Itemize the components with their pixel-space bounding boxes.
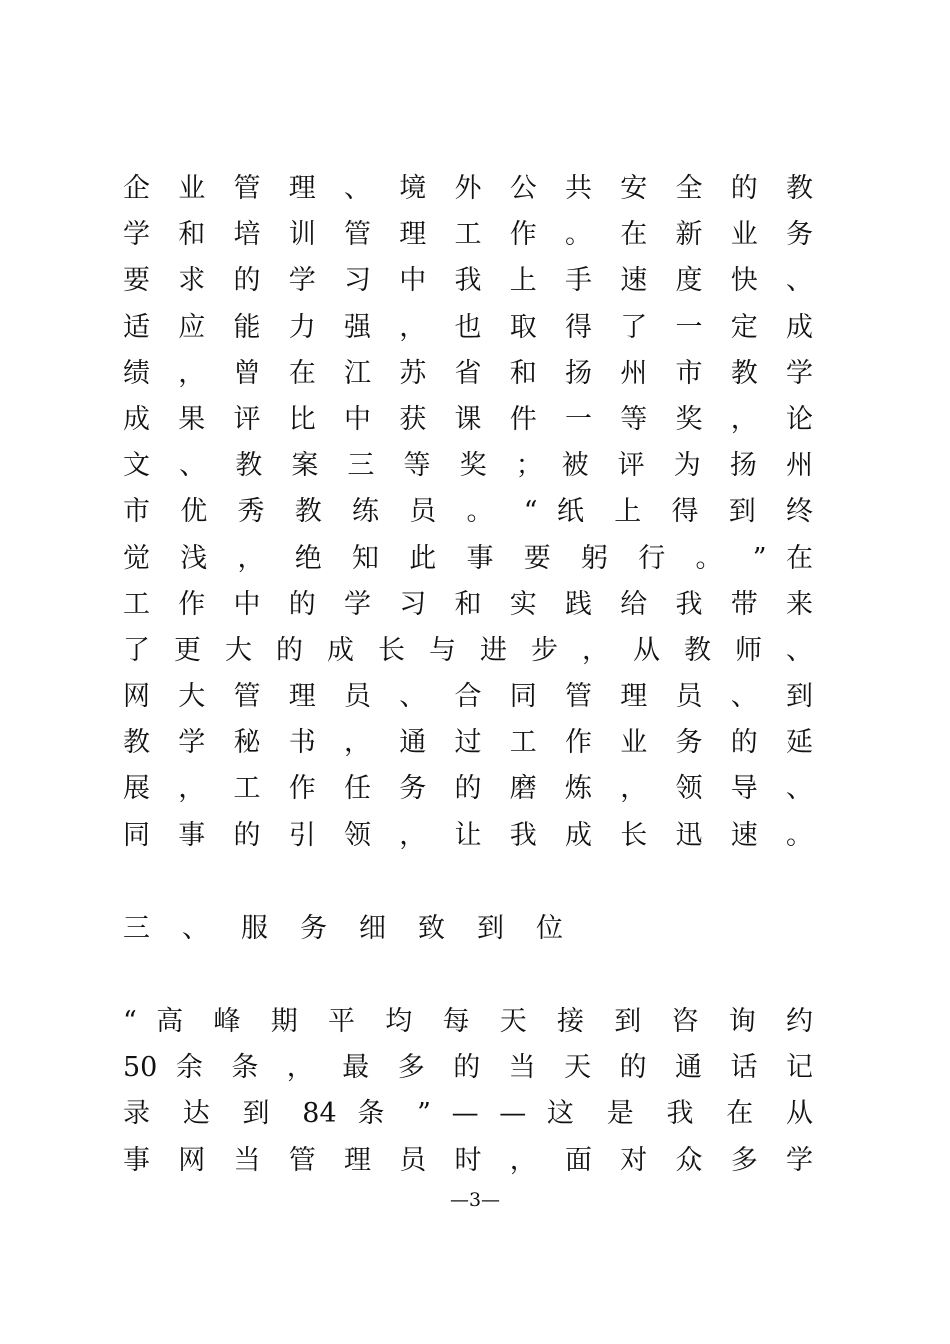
section-heading xyxy=(123,906,813,952)
text-line: 了 更 大 的 成 长 与 进 步 ， 从 教 师 、 xyxy=(123,634,813,666)
text-line: 文 、 教 案 三 等 奖 ； 被 评 为 扬 州 xyxy=(123,450,813,482)
text-line: 同 事 的 引 领 ， 让 我 成 长 迅 速 。 xyxy=(123,819,813,851)
text-line: 企 业 管 理 、 境 外 公 共 安 全 的 教 xyxy=(123,173,813,204)
text-line: 适 应 能 力 强 ， 也 取 得 了 一 定 成 xyxy=(123,311,813,343)
text-line: “ 高 峰 期 平 均 每 天 接 到 咨 询 约 xyxy=(123,1006,813,1037)
body-paragraph-1 xyxy=(123,166,813,859)
text-line: 觉 浅 ， 绝 知 此 事 要 躬 行 。 ” 在 xyxy=(123,542,813,574)
text-line: 网 大 管 理 员 、 合 同 管 理 员 、 到 xyxy=(123,681,813,713)
text-line: 成 果 评 比 中 获 课 件 一 等 奖 ， 论 xyxy=(123,403,813,435)
text-line: 市 优 秀 教 练 员 。 “ 纸 上 得 到 终 xyxy=(123,496,813,528)
text-line: 50 余 条 ， 最 多 的 当 天 的 通 话 记 xyxy=(123,1052,813,1084)
text-line: 要 求 的 学 习 中 我 上 手 速 度 快 、 xyxy=(123,265,813,297)
text-line: 工 作 中 的 学 习 和 实 践 给 我 带 来 xyxy=(123,588,813,620)
text-line: 录 达 到 84 条 ” — — 这 是 我 在 从 xyxy=(123,1098,813,1130)
text-line: 绩 ， 曾 在 江 苏 省 和 扬 州 市 教 学 xyxy=(123,357,813,389)
text-line: 事 网 当 管 理 员 时 ， 面 对 众 多 学 xyxy=(123,1144,813,1176)
text-line: 教 学 秘 书 ， 通 过 工 作 业 务 的 延 xyxy=(123,727,813,759)
page-number: —3— xyxy=(449,1189,501,1211)
text-line: 学 和 培 训 管 理 工 作 。 在 新 业 务 xyxy=(123,219,813,251)
section-heading-text: 三、服务细致到位 xyxy=(123,913,595,944)
body-paragraph-2 xyxy=(123,999,813,1184)
text-line: 展 ， 工 作 任 务 的 磨 炼 ， 领 导 、 xyxy=(123,773,813,805)
